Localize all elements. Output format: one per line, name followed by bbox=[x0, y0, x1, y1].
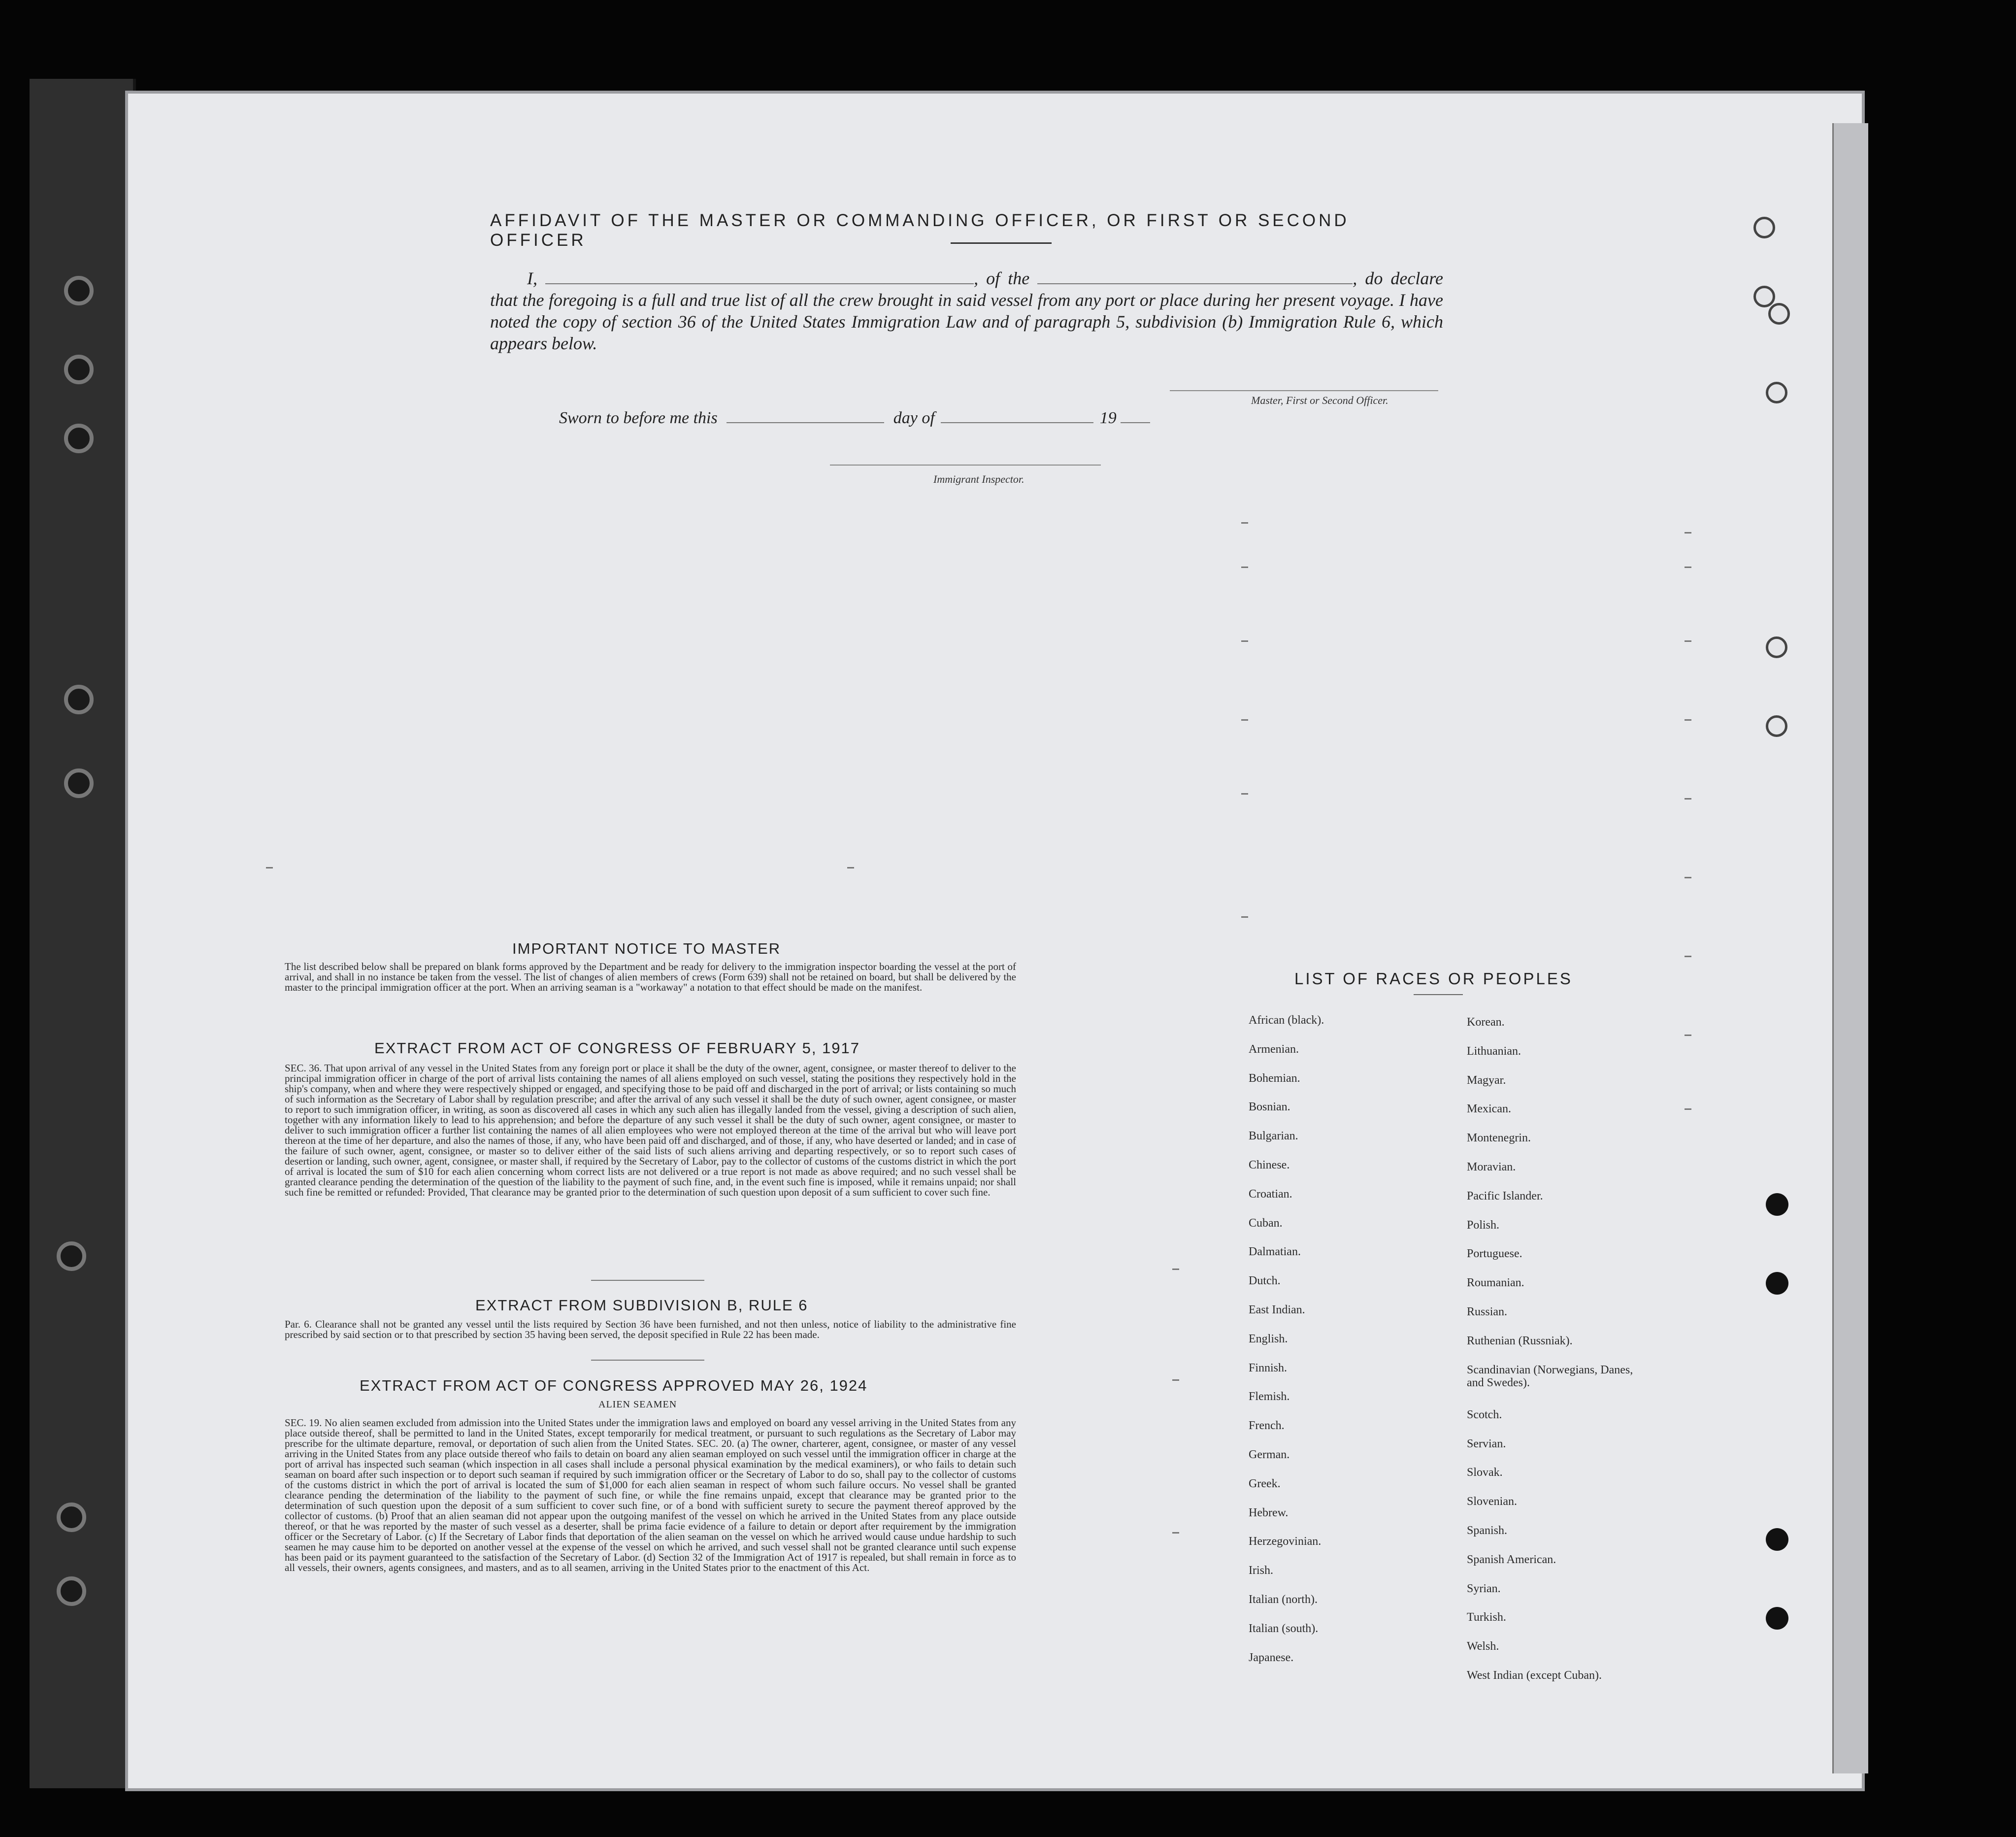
race-item: Hebrew. bbox=[1249, 1506, 1289, 1519]
extract-1924-title: EXTRACT FROM ACT OF CONGRESS APPROVED MAY 26, 1924 bbox=[360, 1377, 868, 1394]
race-item: Slovak. bbox=[1467, 1466, 1503, 1479]
punch-dot bbox=[1766, 1193, 1788, 1216]
dash-mark bbox=[1685, 1108, 1691, 1110]
binder-strip bbox=[30, 79, 136, 1788]
race-item: Chinese. bbox=[1249, 1159, 1290, 1171]
affidavit-paragraph bbox=[490, 267, 1443, 354]
sworn-day-field[interactable] bbox=[727, 407, 884, 423]
master-name-field[interactable] bbox=[545, 268, 974, 284]
race-item: Flemish. bbox=[1249, 1390, 1290, 1403]
punch-hole bbox=[1766, 715, 1787, 737]
dash-mark bbox=[1685, 877, 1691, 878]
dash-mark bbox=[1685, 798, 1691, 800]
section-rule bbox=[591, 1280, 704, 1281]
signature-caption: Master, First or Second Officer. bbox=[1251, 394, 1388, 406]
race-item: Italian (south). bbox=[1249, 1622, 1319, 1635]
race-item: Montenegrin. bbox=[1467, 1132, 1531, 1145]
race-item: Herzegovinian. bbox=[1249, 1535, 1322, 1548]
punch-hole bbox=[1766, 382, 1787, 403]
race-item: Scandinavian (Norwegians, Danes, and Swedes). bbox=[1467, 1363, 1633, 1389]
dash-mark bbox=[1685, 532, 1691, 534]
sworn-line bbox=[559, 407, 1150, 428]
dash-mark bbox=[847, 867, 854, 868]
dash-mark bbox=[1172, 1532, 1179, 1534]
race-item: French. bbox=[1249, 1419, 1285, 1433]
extract-1924-body: SEC. 19. No alien seamen excluded from admission into the United States under the immigration laws and employed on board any vessel arriving in the United States from any place outside thereof, shall be permitted to land in the United States, except temporarily for medical treatment, or pursuant to such regulations as the Secretary of Labor may prescribe for the ultimate departure, removal, or deportation of such alien from the United States. SEC. 20. (a) The owner, charterer, agent, consignee, or master of any vessel arriving in the United States from any place outside thereof who fails to detain on board any alien seaman employed on such vessel until the immigration officer in charge at the port of arrival has inspected such seaman (which inspection in all cases shall include a personal physical examination by the medical examiners), or who fails to detain such seaman on board after such inspection or to deport such seaman if required by such immigration officer or the Secretary of Labor to do so, shall pay to the collector of customs of the customs district in which the port of arrival is located the sum of $1,000 for each alien seaman in respect of whom such failure occurs. No vessel shall be granted clearance pending the determination of the liability to the payment of such fine, or while the fine remains unpaid, except that clearance may be granted prior to the determination of such question upon the deposit of a sum sufficient to cover such fine, or of a bond with sufficient surety to secure the payment thereof approved by the collector of customs. (b) Proof that an alien seaman did not appear upon the outgoing manifest of the vessel on which he arrived in the United States from any place outside thereof, or that he was reported by the master of such vessel as a deserter, shall be prima facie evidence of a failure to detain or deport after requirement by the immigration officer or the Secretary of Labor. (c) If the Secretary of Labor finds that deportation of the alien seaman on the vessel on which he arrived would cause undue hardship to such seamen he may cause him to be deported on another vessel at the expense of the vessel on which he arrived, and such vessel shall not be granted clearance until such expense has been paid or its payment guaranteed to the satisfaction of the Secretary of Labor. (d) Section 32 of the Immigration Act of 1917 is repealed, but shall remain in force as to all vessels, their owners, agents consignees, and masters, and as to all seamen, arriving in the United States prior to the enactment of this Act. bbox=[285, 1417, 1016, 1573]
race-item: Syrian. bbox=[1467, 1582, 1501, 1595]
race-item: Moravian. bbox=[1467, 1161, 1516, 1173]
binder-hole bbox=[57, 1503, 86, 1532]
dash-mark bbox=[1172, 1379, 1179, 1381]
inspector-signature-line[interactable] bbox=[830, 465, 1101, 466]
race-item: German. bbox=[1249, 1448, 1290, 1461]
race-item: Turkish. bbox=[1467, 1611, 1506, 1624]
affidavit-of-the: , of the bbox=[974, 268, 1030, 288]
race-item: Italian (north). bbox=[1249, 1593, 1318, 1606]
race-item: Portuguese. bbox=[1467, 1247, 1522, 1261]
race-item: Servian. bbox=[1467, 1437, 1506, 1450]
races-title-rule bbox=[1414, 994, 1463, 995]
race-item: Russian. bbox=[1467, 1305, 1508, 1318]
sworn-year-field[interactable] bbox=[1121, 407, 1150, 423]
dash-mark bbox=[1241, 719, 1248, 721]
notice-title: IMPORTANT NOTICE TO MASTER bbox=[512, 940, 781, 957]
race-item: Mexican. bbox=[1467, 1102, 1511, 1116]
race-item: Dalmatian. bbox=[1249, 1245, 1301, 1259]
race-item: Bosnian. bbox=[1249, 1101, 1290, 1114]
dash-mark bbox=[1241, 916, 1248, 918]
race-item: East Indian. bbox=[1249, 1303, 1305, 1316]
race-item: Polish. bbox=[1467, 1218, 1500, 1232]
affidavit-declare: , do declare bbox=[1353, 268, 1444, 288]
binder-hole bbox=[64, 355, 94, 384]
race-item: African (black). bbox=[1249, 1014, 1324, 1027]
binder-hole bbox=[64, 424, 94, 453]
race-item: Irish. bbox=[1249, 1564, 1273, 1577]
dash-mark bbox=[1241, 522, 1248, 524]
binder-hole bbox=[64, 768, 94, 798]
punch-dot bbox=[1766, 1272, 1788, 1295]
punch-hole bbox=[1766, 636, 1787, 658]
signature-line[interactable] bbox=[1170, 390, 1438, 391]
dash-mark bbox=[1172, 1269, 1179, 1270]
race-item: Korean. bbox=[1467, 1016, 1505, 1029]
vessel-name-field[interactable] bbox=[1037, 268, 1353, 284]
race-item: Croatian. bbox=[1249, 1187, 1292, 1201]
race-item: Scotch. bbox=[1467, 1408, 1502, 1421]
race-item: Magyar. bbox=[1467, 1073, 1506, 1087]
dash-mark bbox=[1241, 640, 1248, 642]
dash-mark bbox=[1685, 567, 1691, 568]
race-item: Greek. bbox=[1249, 1477, 1281, 1490]
dash-mark bbox=[1685, 640, 1691, 642]
race-item: Slovenian. bbox=[1467, 1495, 1517, 1508]
day-of-label: day of bbox=[893, 409, 935, 427]
section-rule bbox=[591, 1360, 704, 1361]
page-edge bbox=[1832, 123, 1868, 1773]
extract-1917-body: SEC. 36. That upon arrival of any vessel in the United States from any foreign port or place it shall be the duty of the owner, agent, consignee, or master thereof to deliver to the principal immigration officer in charge of the port of arrival lists containing the names of all aliens employed on such vessel, stating the positions they respectively hold in the ship's company, when and where they were respectively shipped or engaged, and specifying those to be paid off and discharged in the port of arrival; or lists containing so much of such information as the Secretary of Labor shall by regulation prescribe; and after the arrival of any such vessel it shall be the duty of such owner, agent consignee, or master to report to such immigration officer, in writing, as soon as discovered all cases in which any such alien has illegally landed from the vessel, giving a description of such alien, together with any information likely to lead to his apprehension; and before the departure of any such vessel it shall be the duty of such owner, agent consignee, or master to deliver to such immigration officer a further list containing the names of all alien employees who were not employed thereon at the time of the arrival but who will leave port thereon at the time of her departure, and also the names of those, if any, who have been paid off and discharged, and of those, if any, who have deserted or landed; and in case of the failure of such owner, agent, consignee, or master so to deliver either of the said lists of such aliens arriving and departing respectively, or so to report such cases of desertion or landing, such owner, agent, consignee, or master shall, if required by the Secretary of Labor, pay to the collector of customs of the customs district in which the port of arrival is located the sum of $10 for each alien concerning whom correct lists are not delivered or a true report is not made as above required; and no such vessel shall be granted clearance pending the determination of the question of the liability to the payment of such fine, and, in the event such fine is imposed, while it remains unpaid; nor shall such fine be remitted or refunded: Provided, That clearance may be granted prior to the determination of such question upon deposit of a sum sufficient to cover such fine. bbox=[285, 1062, 1016, 1198]
race-item: Bulgarian. bbox=[1249, 1130, 1298, 1143]
races-title: LIST OF RACES OR PEOPLES bbox=[1294, 969, 1573, 988]
affidavit-i: I, bbox=[527, 268, 537, 288]
race-item: West Indian (except Cuban). bbox=[1467, 1669, 1602, 1682]
extract-1917-title: EXTRACT FROM ACT OF CONGRESS OF FEBRUARY 5, 1917 bbox=[374, 1039, 860, 1057]
race-item: Spanish American. bbox=[1467, 1553, 1556, 1566]
punch-hole bbox=[1753, 217, 1775, 238]
race-item: Japanese. bbox=[1249, 1651, 1294, 1664]
race-item: Spanish. bbox=[1467, 1524, 1508, 1537]
binder-hole bbox=[64, 276, 94, 305]
race-item: Pacific Islander. bbox=[1467, 1189, 1543, 1202]
race-item: Dutch. bbox=[1249, 1274, 1281, 1288]
race-item: Lithuanian. bbox=[1467, 1044, 1521, 1058]
punch-hole bbox=[1753, 286, 1775, 307]
punch-dot bbox=[1766, 1528, 1788, 1551]
sworn-month-field[interactable] bbox=[941, 407, 1093, 423]
race-item: English. bbox=[1249, 1332, 1288, 1345]
binder-hole bbox=[64, 685, 94, 714]
race-item: Bohemian. bbox=[1249, 1071, 1300, 1085]
punch-hole bbox=[1768, 303, 1790, 325]
dash-mark bbox=[1685, 956, 1691, 957]
binder-hole bbox=[57, 1576, 86, 1606]
alien-seamen-subtitle: ALIEN SEAMEN bbox=[598, 1399, 677, 1410]
extract-rule6-body: Par. 6. Clearance shall not be granted any vessel until the lists required by Section 36 have been furnished, and not then unless, notice of liability to the administrative fine prescribed by said section or to that prescribed by section 35 having been served, the deposit specified in Rule 22 has been made. bbox=[285, 1318, 1016, 1340]
year-prefix: 19 bbox=[1099, 409, 1117, 427]
punch-dot bbox=[1766, 1607, 1788, 1630]
sworn-text: Sworn to before me this bbox=[559, 409, 718, 427]
race-item: Welsh. bbox=[1467, 1640, 1499, 1653]
inspector-caption: Immigrant Inspector. bbox=[933, 473, 1025, 485]
dash-mark bbox=[1241, 793, 1248, 795]
affidavit-body: that the foregoing is a full and true list of all the crew brought in said vessel from any port or place during her present voyage. I have noted the copy of section 36 of the United States Immigration Law and of paragraph 5, subdivision (b) Immigration Rule 6, which appears below. bbox=[490, 290, 1443, 353]
race-item: Armenian. bbox=[1249, 1042, 1299, 1056]
race-item: Cuban. bbox=[1249, 1216, 1283, 1230]
race-item: Finnish. bbox=[1249, 1361, 1288, 1374]
extract-rule6-title: EXTRACT FROM SUBDIVISION B, RULE 6 bbox=[475, 1297, 808, 1314]
race-item: Ruthenian (Russniak). bbox=[1467, 1334, 1573, 1347]
dash-mark bbox=[1685, 1035, 1691, 1036]
dash-mark bbox=[1241, 567, 1248, 568]
title-rule bbox=[951, 242, 1052, 244]
binder-hole bbox=[57, 1241, 86, 1271]
race-item: Roumanian. bbox=[1467, 1276, 1524, 1290]
notice-body: The list described below shall be prepared on blank forms approved by the Department and be ready for delivery to the immigration inspector boarding the vessel at the port of arrival, and shall in no instance be taken from the vessel. The list of changes of alien members of crews (Form 639) shall not be retained on board, but shall be delivered by the master to the principal immigration officer at the port. When an arriving seaman is a "workaway" a notation to that effect should be made on the manifest. bbox=[285, 961, 1016, 993]
dash-mark bbox=[266, 867, 273, 868]
dash-mark bbox=[1685, 719, 1691, 721]
affidavit-title: AFFIDAVIT OF THE MASTER OR COMMANDING OFFICER, OR FIRST OR SECOND OFFICER bbox=[490, 211, 1350, 250]
